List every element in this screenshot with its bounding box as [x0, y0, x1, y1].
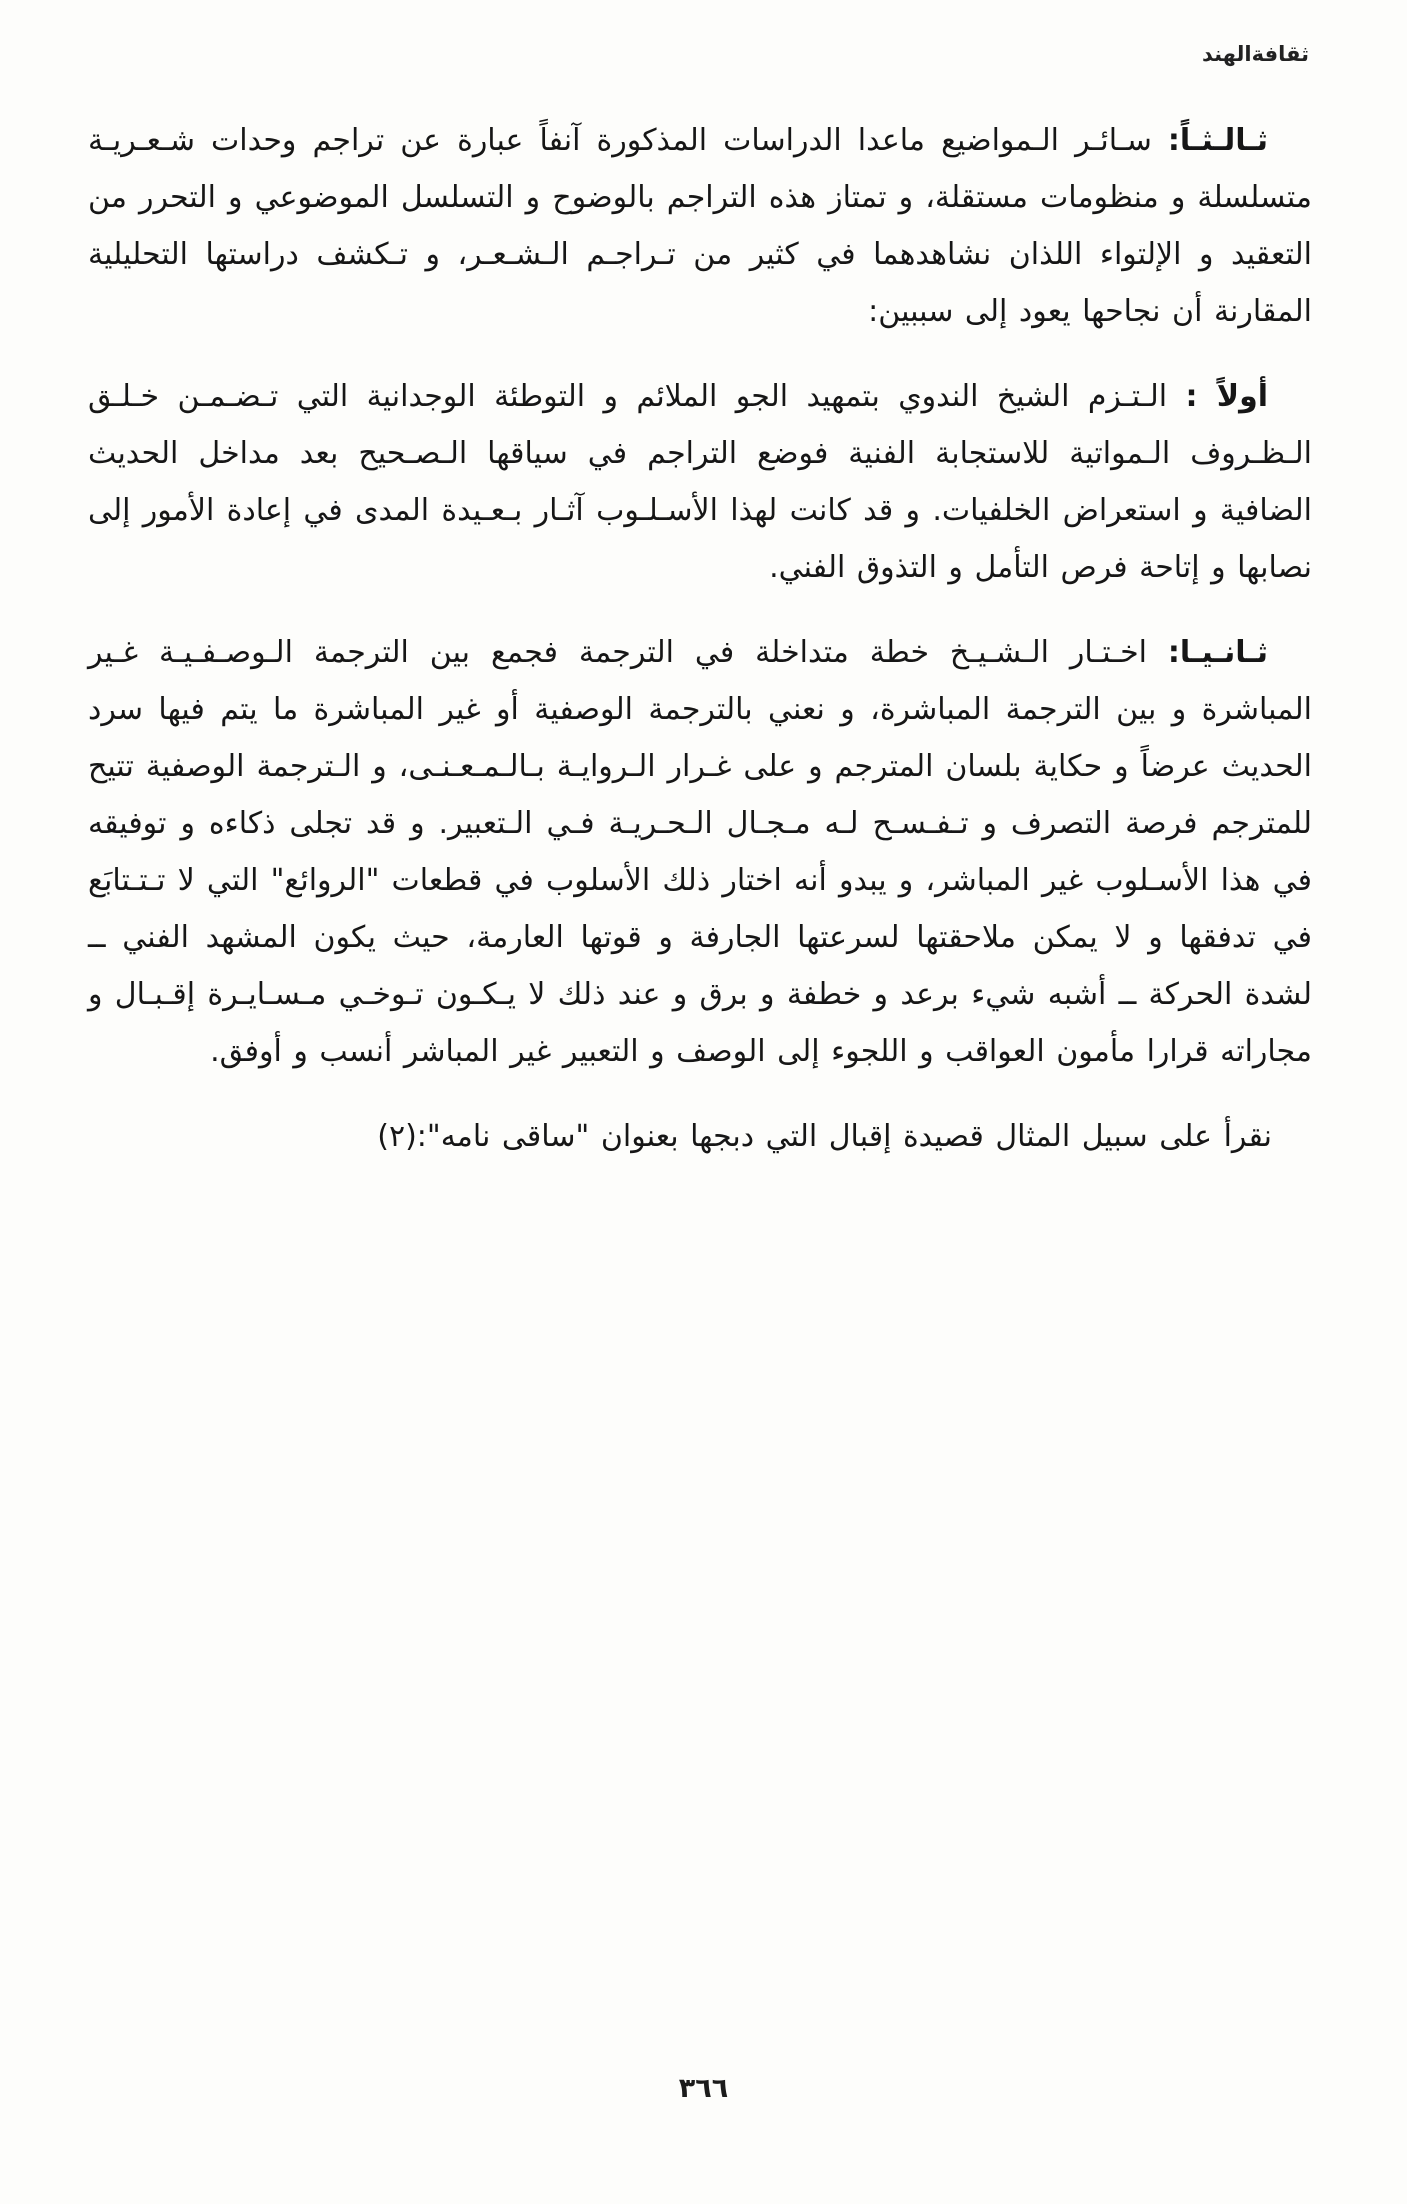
paragraph-lead: ثـالـثـاً: [1167, 123, 1268, 158]
paragraph-text: اخـتـار الـشـيـخ خطة متداخلة في الترجمة فجمع بين الترجمة الـوصـفـيـة غـير المباشرة و بين الترجمة المباشرة، و نعني بالترجمة الوصفية أو غير المباشرة ما يتم فيها سرد الحديث عرضاً و حكاية بلسان المترجم و على غـرار الـروايـة بـالـمـعـنـى، و الـترجمة الوصفية تتيح للمترجم فرصة التصرف و تـفـسـح لـه مـجـال الـحـريـة فـي الـتعبير. و قد تجلى ذكاءه و توفيقه في هذا الأسـلوب غير المباشر، و يبدو أنه اختار ذلك الأسلوب في قطعات "الروائع" التي لا تـتـتابَع في تدفقها و لا يمكن ملاحقتها لسرعتها الجارفة و قوتها العارمة، حيث يكون المشهد الفني ــ لشدة الحركة ــ أشبه شيء برعد و خطفة و برق و عند ذلك لا يـكـون تـوخـي مـسـايـرة إقـبـال و مجاراته قرارا مأمون العواقب و اللجوء إلى الوصف و التعبير غير المباشر أنسب و أوفق. [88, 635, 1312, 1069]
paragraph-example-intro [88, 1108, 1312, 1165]
running-head: ثقافةالهند [1201, 42, 1309, 66]
paragraph-thirdly [88, 112, 1312, 340]
paragraph-text: الـتـزم الشيخ الندوي بتمهيد الجو الملائم و التوطئة الوجدانية التي تـضـمـن خـلـق الـظـروف الـمواتية للاستجابة الفنية فوضع التراجم في سياقها الـصـحيح بعد مداخل الحديث الضافية و استعراض الخلفيات. و قد كانت لهذا الأسـلـوب آثـار بـعـيدة المدى في إعادة الأمور إلى نصابها و إتاحة فرص التأمل و التذوق الفني. [88, 379, 1312, 585]
paragraph-firstly [88, 368, 1312, 596]
text-block [88, 112, 1312, 1193]
page-number: ٣٦٦ [678, 2073, 729, 2104]
paragraph-text: نقرأ على سبيل المثال قصيدة إقبال التي دبجها بعنوان "ساقى نامه":(٢) [377, 1119, 1272, 1154]
paragraph-text: سـائـر الـمواضيع ماعدا الدراسات المذكورة آنفاً عبارة عن تراجم وحدات شـعـريـة متسلسلة و منظومات مستقلة، و تمتاز هذه التراجم بالوضوح و التسلسل الموضوعي و التحرر من التعقيد و الإلتواء اللذان نشاهدهما في كثير من تـراجـم الـشـعـر، و تـكشف دراستها التحليلية المقارنة أن نجاحها يعود إلى سببين: [88, 123, 1312, 329]
paragraph-lead: أولاً : [1185, 379, 1268, 414]
paragraph-secondly [88, 624, 1312, 1080]
paragraph-lead: ثـانـيـا: [1167, 635, 1268, 670]
